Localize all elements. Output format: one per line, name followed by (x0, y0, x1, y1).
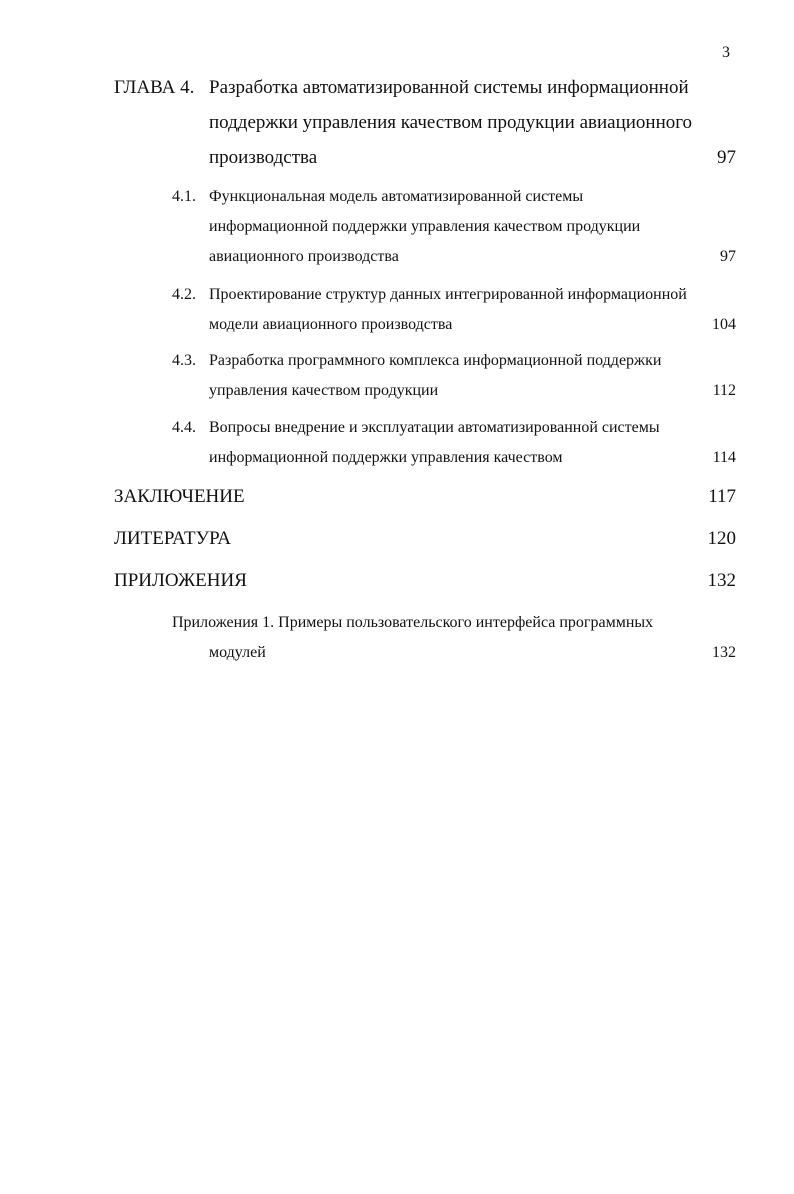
entry-title: ЗАКЛЮЧЕНИЕ (114, 486, 245, 507)
section-number: 4.2. (172, 286, 196, 303)
section-page: 112 (712, 382, 736, 399)
entry-title: ПРИЛОЖЕНИЯ (114, 570, 247, 591)
entry-page: 132 (707, 570, 736, 591)
chapter-title: Разработка автоматизированной системы информационной поддержки управления качеством продукции авиационного производства (209, 77, 693, 168)
section-number: 4.3. (172, 352, 196, 369)
toc-appendices (114, 566, 736, 596)
appendix-page: 132 (712, 644, 736, 661)
section-title: Вопросы внедрение и эксплуатации автоматизированной системы информационной поддержки управления качеством (209, 419, 660, 466)
section-title: Разработка программного комплекса информационной поддержки управления качеством продукции (209, 352, 662, 399)
toc-conclusion (114, 482, 736, 512)
chapter-page: 97 (717, 147, 736, 168)
section-title: Функциональная модель автоматизированной системы информационной поддержки управления качеством продукции авиационного производства (209, 188, 641, 265)
appendix-title-line2: модулей (209, 644, 266, 661)
section-page: 104 (712, 316, 736, 333)
page-number: 3 (722, 44, 730, 61)
section-title: Проектирование структур данных интегрированной информационной модели авиационного производства (209, 286, 687, 333)
section-page: 114 (712, 449, 736, 466)
entry-title: ЛИТЕРАТУРА (114, 528, 231, 549)
toc-literature (114, 524, 736, 554)
entry-page: 117 (708, 486, 736, 507)
entry-page: 120 (707, 528, 736, 549)
appendix-title-line1: Приложения 1. Примеры пользовательского интерфейса программных (172, 614, 654, 631)
chapter-label: ГЛАВА 4. (114, 77, 195, 98)
section-number: 4.1. (172, 188, 196, 205)
section-page: 97 (720, 248, 736, 265)
section-number: 4.4. (172, 419, 196, 436)
